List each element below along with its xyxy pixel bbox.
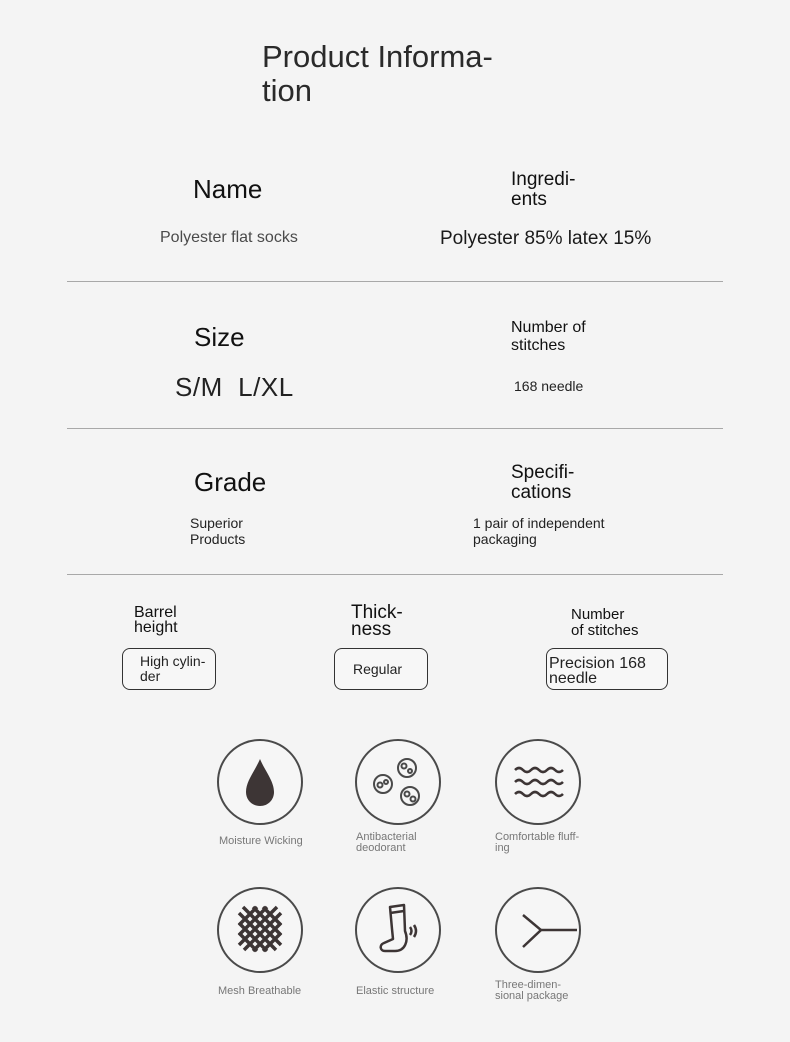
feature-caption: Elastic structure xyxy=(356,985,435,997)
stitches-box: Precision 168 needle xyxy=(546,648,668,690)
specifications-value: 1 pair of independent packaging xyxy=(473,515,605,547)
name-value: Polyester flat socks xyxy=(160,229,298,246)
feature-caption: Mesh Breathable xyxy=(218,985,302,997)
feature-caption: Antibacterial deodorant xyxy=(356,831,417,854)
ingredients-value: Polyester 85% latex 15% xyxy=(440,228,652,249)
barrel-height-label: Barrel height xyxy=(134,604,178,636)
stitches-label-2: Number of stitches xyxy=(571,606,639,639)
water-drop-icon xyxy=(217,739,303,825)
divider xyxy=(67,574,723,575)
page-title: Product Informa- tion xyxy=(262,39,493,108)
divider xyxy=(67,281,723,282)
thickness-box: Regular xyxy=(334,648,428,690)
grade-label: Grade xyxy=(194,467,267,497)
feature-caption: Three-dimen- sional package xyxy=(495,979,569,1002)
feature-caption: Moisture Wicking xyxy=(219,835,303,847)
divider xyxy=(67,428,723,429)
specifications-label: Specifi- cations xyxy=(511,462,575,503)
feature-caption: Comfortable fluff- ing xyxy=(495,831,580,854)
waves-icon xyxy=(495,739,581,825)
stitches-label: Number of stitches xyxy=(511,319,586,354)
bacteria-icon xyxy=(355,739,441,825)
size-label: Size xyxy=(194,322,245,352)
thickness-label: Thick- ness xyxy=(351,602,403,640)
arrow-package-icon xyxy=(495,887,581,973)
barrel-height-box: High cylin- der xyxy=(122,648,216,690)
grade-value: Superior Products xyxy=(190,515,246,547)
mesh-icon xyxy=(217,887,303,973)
stitches-value: 168 needle xyxy=(514,378,584,394)
sock-icon xyxy=(355,887,441,973)
name-label: Name xyxy=(193,174,263,204)
size-value: S/M L/XL xyxy=(175,372,294,402)
ingredients-label: Ingredi- ents xyxy=(511,169,576,210)
